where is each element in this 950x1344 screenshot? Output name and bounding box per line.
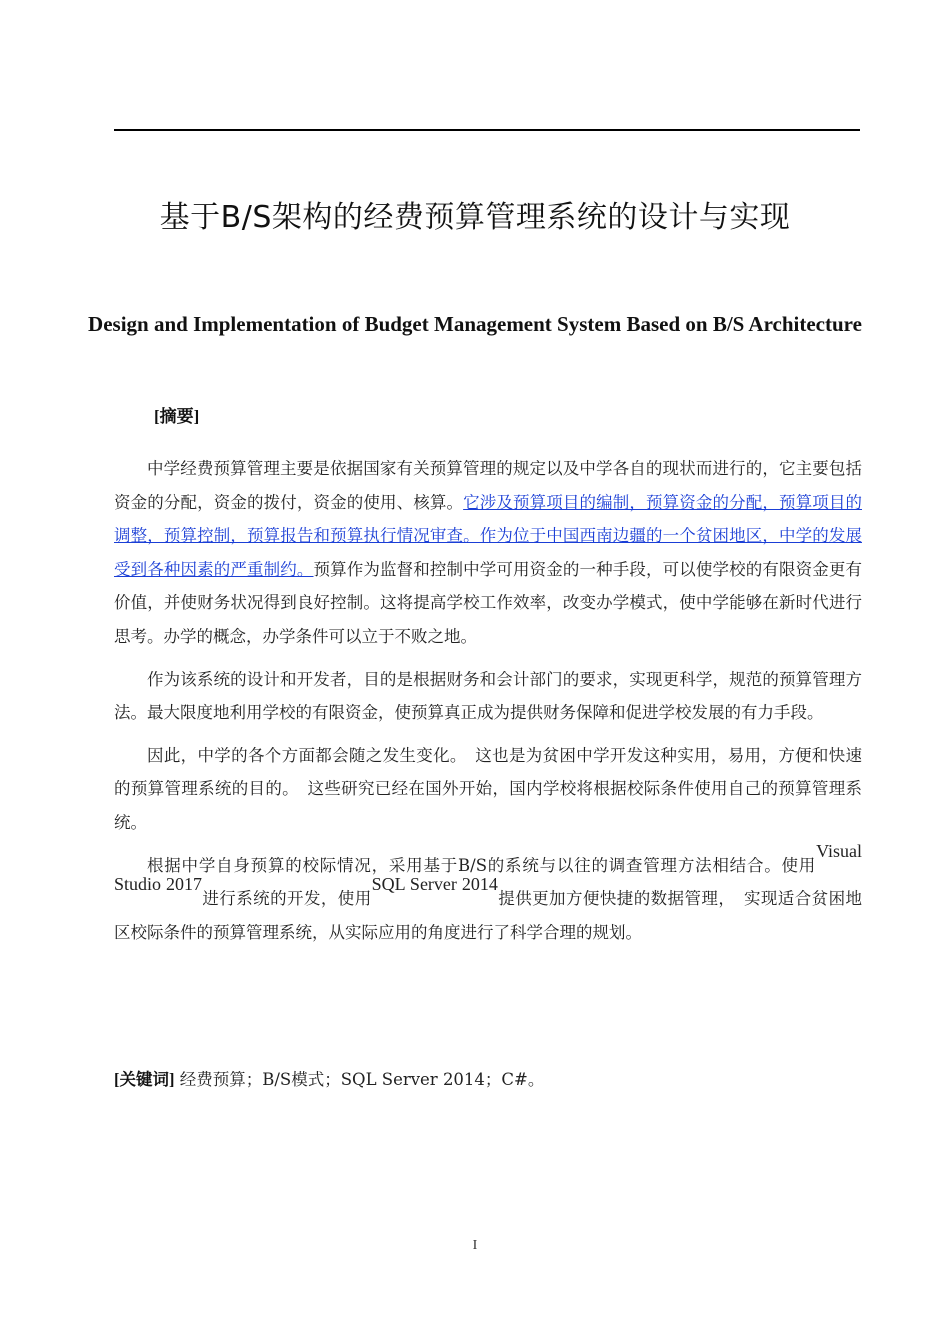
p1-text-b: 预算作为监督和控制中学可用资金的一种手段，可以使学校的有限资金更有价值，并使财务状况得到良好控制。这将提高学校工作效率，改变办学模式，使中学能够在新时代进行思考。办学的概念，办学条件可以立于不败之地。 [114, 559, 862, 646]
abstract-paragraph-3: 因此，中学的各个方面都会随之发生变化。 这也是为贫困中学开发这种实用，易用，方便和快速的预算管理系统的目的。 这些研究已经在国外开始，国内学校将根据校际条件使用自己的预算管理系统。 [114, 745, 862, 832]
sql-server-term: SQL Server 2014 [371, 874, 498, 895]
english-title: Design and Implementation of Budget Management System Based on B/S Architecture [88, 312, 862, 336]
abstract-paragraph-2: 作为该系统的设计和开发者，目的是根据财务和会计部门的要求，实现更科学，规范的预算管理方法。最大限度地利用学校的有限资金，使预算真正成为提供财务保障和促进学校发展的有力手段。 [114, 669, 862, 723]
header-rule [114, 129, 860, 131]
abstract-paragraph-4 [114, 840, 863, 950]
p1-text-a: 中学经费预算管理主要是依据国家有关预算管理的规定以及中学各自的现状而进行的，它主要包括资金的分配，资金的拨付，资金的使用、核算。 [114, 459, 862, 512]
visual-studio-term: Visual Studio 2017 [114, 840, 862, 895]
p4-text-a: 根据中学自身预算的校际情况，采用基于B/S的系统与以往的调查管理方法相结合。使用 [147, 855, 817, 875]
abstract-heading: [摘要] [154, 407, 200, 426]
page-number: I [472, 1238, 478, 1253]
keywords-text: 经费预算；B/S模式；SQL Server 2014；C#。 [174, 1070, 545, 1089]
p1-hyperlink-text[interactable]: 它涉及预算项目的编制，预算资金的分配，预算项目的调整，预算控制，预算报告和预算执行情况审查。作为位于中国西南边疆的一个贫困地区，中学的发展受到各种因素的严重制约。 [114, 492, 862, 579]
abstract-body [114, 452, 862, 949]
abstract-paragraph-1 [114, 452, 862, 654]
keywords-label: [关键词] [114, 1070, 175, 1089]
keywords-line [114, 1066, 544, 1090]
p4-text-c: 提供更加方便快捷的数据管理， 实现适合贫困地区校际条件的预算管理系统，从实际应用的角度进行了科学合理的规划。 [114, 889, 863, 942]
chinese-title: 基于B/S架构的经费预算管理系统的设计与实现 [159, 200, 791, 235]
p4-text-b: 进行系统的开发，使用 [201, 889, 372, 909]
